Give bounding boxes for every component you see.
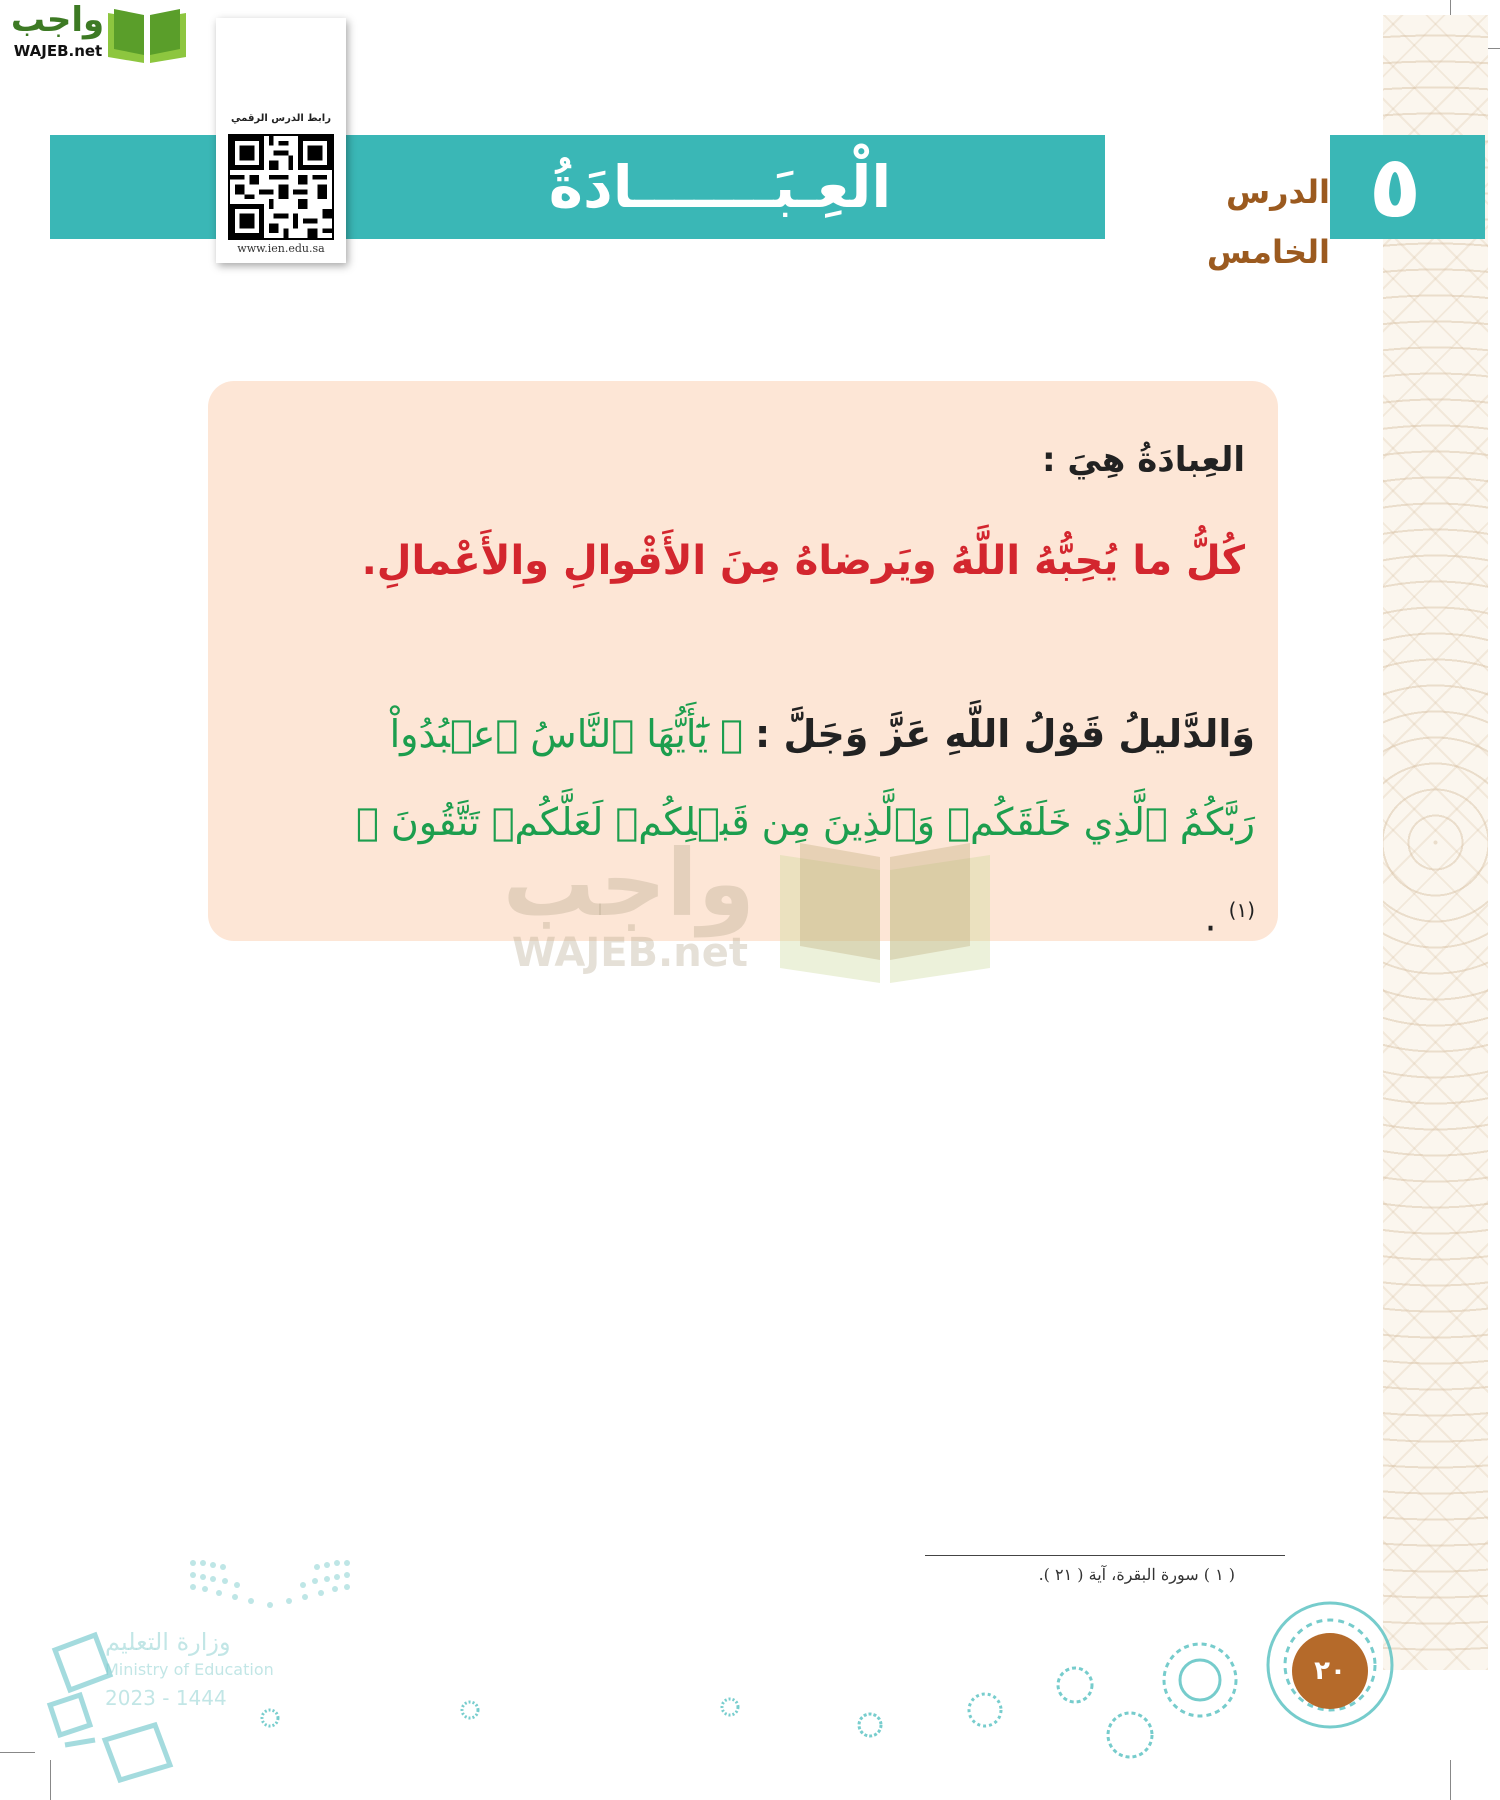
qr-url[interactable]: www.ien.edu.sa bbox=[237, 242, 325, 255]
ministry-dots-icon bbox=[185, 1555, 355, 1610]
quran-verse: يَٰٓأَيُّهَا ٱلنَّاسُ ٱعۡبُدُواْ رَبَّكُمُ ٱلَّذِي خَلَقَكُمۡ وَٱلَّذِينَ مِن قَبۡلِكُمۡ لَعَلَّكُمۡ تَتَّقُونَ bbox=[389, 712, 1255, 844]
qr-code-icon[interactable] bbox=[228, 134, 334, 240]
footnote: ( ١ ) سورة البقرة، آية ( ٢١ ). bbox=[1038, 1565, 1235, 1584]
definition-term: العِبادَةُ هِيَ : bbox=[1041, 440, 1245, 480]
lesson-label: الدرس الخامس bbox=[1206, 173, 1330, 271]
open-bracket: ﴿ bbox=[720, 712, 743, 756]
ministry-name-ar: وزارة التعليم bbox=[105, 1628, 231, 1656]
footnote-ref[interactable]: (١) bbox=[1228, 898, 1255, 922]
close-bracket: ﴾ bbox=[355, 800, 379, 844]
watermark-book-icon bbox=[775, 835, 995, 985]
watermark-text-ar: واجب bbox=[502, 830, 755, 937]
footnote-divider bbox=[925, 1555, 1285, 1556]
ministry-name-en: Ministry of Education bbox=[105, 1660, 274, 1679]
qr-card[interactable] bbox=[216, 18, 346, 263]
qr-caption: رابط الدرس الرقمي bbox=[231, 113, 331, 124]
evidence-end: . bbox=[1204, 895, 1217, 940]
decorative-side-strip bbox=[1383, 15, 1488, 1670]
logo-text-en: WAJEB.net bbox=[13, 42, 103, 60]
evidence-intro: وَالدَّليلُ قَوْلُ اللَّهِ عَزَّ وَجَلَّ : bbox=[755, 712, 1255, 756]
ministry-year: 2023 - 1444 bbox=[105, 1686, 227, 1710]
lesson-number: ٥ bbox=[1368, 137, 1422, 237]
book-icon bbox=[106, 5, 188, 65]
page-number: ٢٠ bbox=[1292, 1633, 1368, 1709]
definition-text: كُلُّ ما يُحِبُّهُ اللَّهُ ويَرضاهُ مِنَ الأَقْوالِ والأَعْمالِ. bbox=[361, 538, 1245, 584]
lesson-title: الْعِـبَـــــــادَةُ bbox=[548, 153, 892, 221]
logo-text-ar: واجب bbox=[10, 0, 105, 40]
watermark-text-en: WAJEB.net bbox=[512, 930, 748, 976]
